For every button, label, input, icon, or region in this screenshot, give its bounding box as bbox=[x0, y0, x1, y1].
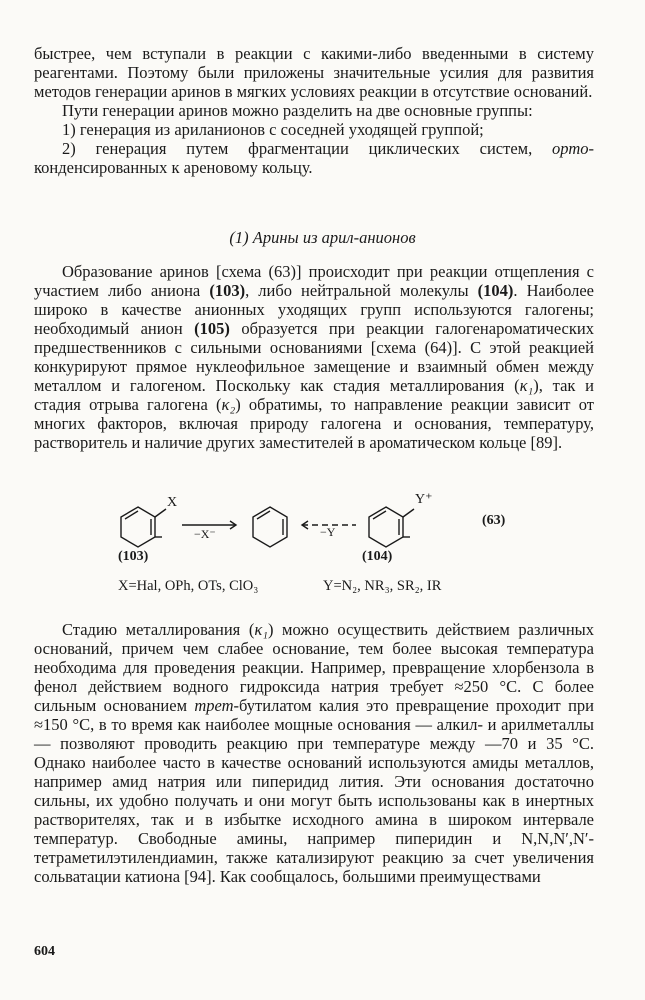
p3-text-2: , либо нейтральной молекулы bbox=[245, 281, 478, 300]
benzene-ring-103 bbox=[121, 507, 155, 547]
p3-text-6: ) обратимы, то направление реакции зависит от многих факторов, включая природу галогена и основания, температуру, растворитель и наличие других заместителей в ароматическом кольце [89]. bbox=[34, 395, 594, 452]
p3-text-4: образуется при реакции галогенароматических предшественников с сильными основаниями [схема (64)]. С этой реакцией конкурируют прямое нуклеофильное замещение и взаимный обмен между металлом и галогеном. Поскольку как стадия металлирования ( bbox=[34, 319, 594, 395]
list-item-2-tail: -конденсированных к ареновому кольцу. bbox=[34, 139, 594, 177]
scheme-arrow-1-label: −X⁻ bbox=[194, 527, 216, 541]
rate-constant-k1: κ₁ bbox=[519, 376, 534, 395]
rate-constant-k1-b: κ₁ bbox=[254, 620, 268, 639]
compound-ref-105: (105) bbox=[194, 319, 230, 338]
caption-103: (103) bbox=[118, 549, 149, 564]
p4-text-2: ) можно осуществить действием различных оснований, причем чем слабее основание, тем более высокая температура необходима для проведения реакции. Например, превращение хлорбензола в фенол действием водного гидроксида натрия требует ≈250 °C. С более сильным основанием bbox=[34, 620, 594, 715]
ring-104-y-bond bbox=[403, 509, 414, 517]
benzyne-inner-bond bbox=[257, 511, 270, 519]
text-block-middle bbox=[34, 262, 594, 452]
list-item-2 bbox=[34, 139, 594, 177]
paragraph-arynes bbox=[34, 262, 594, 452]
rate-constant-k2: κ₂ bbox=[221, 395, 236, 414]
substituents-y: Y=N₂, NR₃, SR₂, IR bbox=[323, 578, 442, 594]
p4-text-1: Стадию металлирования ( bbox=[62, 620, 255, 639]
list-item-1: 1) генерация из ариланионов с соседней уходящей группой; bbox=[62, 120, 484, 139]
caption-104: (104) bbox=[362, 549, 393, 564]
paragraph-metalation bbox=[34, 620, 594, 886]
text-block-top bbox=[34, 44, 594, 177]
scheme-number: (63) bbox=[482, 513, 506, 528]
paragraph-intro: быстрее, чем вступали в реакции с какими-либо введенными в систему реагентами. Поэтому были приложены значительные усилия для развития методов генерации аринов в мягких условиях реакции в отсутствие оснований. bbox=[34, 44, 594, 101]
benzene-ring-104 bbox=[369, 507, 403, 547]
page-number: 604 bbox=[34, 944, 55, 959]
scheme-x-label: X bbox=[167, 495, 178, 510]
substituents-x: X=Hal, OPh, OTs, ClO₃ bbox=[118, 578, 259, 594]
section-heading: (1) Арины из арил-анионов bbox=[229, 228, 416, 247]
p3-text-1: Образование аринов [схема (63)] происходит при реакции отщепления с участием либо аниона bbox=[34, 262, 594, 300]
ring-103-x-bond bbox=[155, 509, 166, 517]
list-item-2-italic: орто bbox=[552, 139, 589, 158]
scheme-y-label: Y⁺ bbox=[415, 492, 433, 507]
ring-104-inner-bond-2 bbox=[373, 511, 386, 519]
p4-text-3: -бутилатом калия это превращение проходит при ≈150 °C, в то время как наиболее мощные основания — алкил- и арилметаллы — позволяют проводить реакцию при температуре между —70 и 35 °C. Однако наиболее часто в качестве оснований используются амиды металлов, например амид натрия или пиперидид лития. Эти основания достаточно сильны, их удобно получать и они могут быть использованы как в инертных растворителях, так и в избытке исходного амина в широком интервале температур. Свободные амины, например пиперидин и N,N,N′,N′-тетраметилэтилендиамин, также катализируют реакцию за счет увеличения сольватации катиона [94]. Как сообщалось, большими преимуществами bbox=[34, 696, 594, 886]
p3-text-3: . Наиболее широко в качестве анионных уходящих групп используются галогены; необходимый анион bbox=[34, 281, 594, 338]
ring-103-inner-bond-2 bbox=[125, 511, 138, 519]
text-block-bottom bbox=[34, 620, 594, 886]
p4-italic-tret: трет bbox=[194, 696, 234, 715]
paragraph-groups: Пути генерации аринов можно разделить на две основные группы: bbox=[62, 101, 533, 120]
scheme-arrow-2-label: −Y bbox=[320, 525, 336, 539]
compound-ref-104: (104) bbox=[477, 281, 514, 300]
list-item-2-text: 2) генерация путем фрагментации циклических систем, bbox=[62, 139, 553, 158]
p3-text-5: ), так и стадия отрыва галогена ( bbox=[34, 376, 595, 414]
benzyne-ring bbox=[253, 507, 287, 547]
compound-ref-103: (103) bbox=[209, 281, 246, 300]
